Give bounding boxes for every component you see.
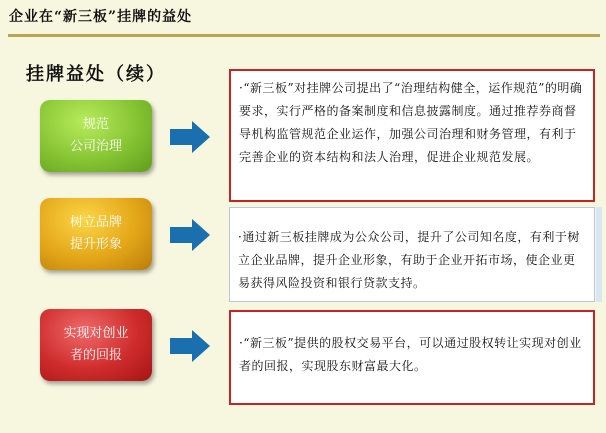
arrow-right-icon [170, 219, 210, 251]
tile-governance-line-1: 规范 [82, 117, 109, 132]
section-heading: 挂牌益处（续） [26, 64, 166, 85]
arrow-right-icon [170, 121, 210, 153]
tile-reward-line-1: 实现对创业 [63, 326, 129, 341]
box-edge-strip [596, 207, 602, 302]
tile-brand [40, 198, 152, 270]
tile-governance [40, 100, 152, 172]
slide-title: 企业在“新三板”挂牌的益处 [9, 9, 193, 25]
benefit-text-brand: ·通过新三板挂牌成为公众公司，提升了公司知名度，有利于树立企业品牌，提升企业形象，有助于企业开拓市场，使企业更易获得风险投资和银行贷款支持。 [229, 207, 595, 302]
tile-reward-line-2: 者的回报 [69, 348, 122, 363]
benefit-text-reward: ·“新三板”提供的股权交易平台，可以通过股权转让实现对创业者的回报，实现股东财富最大化。 [229, 310, 595, 405]
benefit-text-governance: ·“新三板”对挂牌公司提出了“治理结构健全，运作规范”的明确要求，实行严格的备案制度和信息披露制度。通过推荐券商督导机构监管规范企业运作，加强公司治理和财务管理，有利于完善企业的资本结构和法人治理，促进企业规范发展。 [229, 69, 595, 202]
tile-reward [40, 309, 152, 381]
arrow-right-icon [170, 330, 210, 362]
tile-brand-line-1: 树立品牌 [69, 215, 122, 230]
title-rule [8, 34, 600, 37]
tile-brand-line-2: 提升形象 [69, 237, 122, 252]
tile-governance-line-2: 公司治理 [69, 139, 122, 154]
